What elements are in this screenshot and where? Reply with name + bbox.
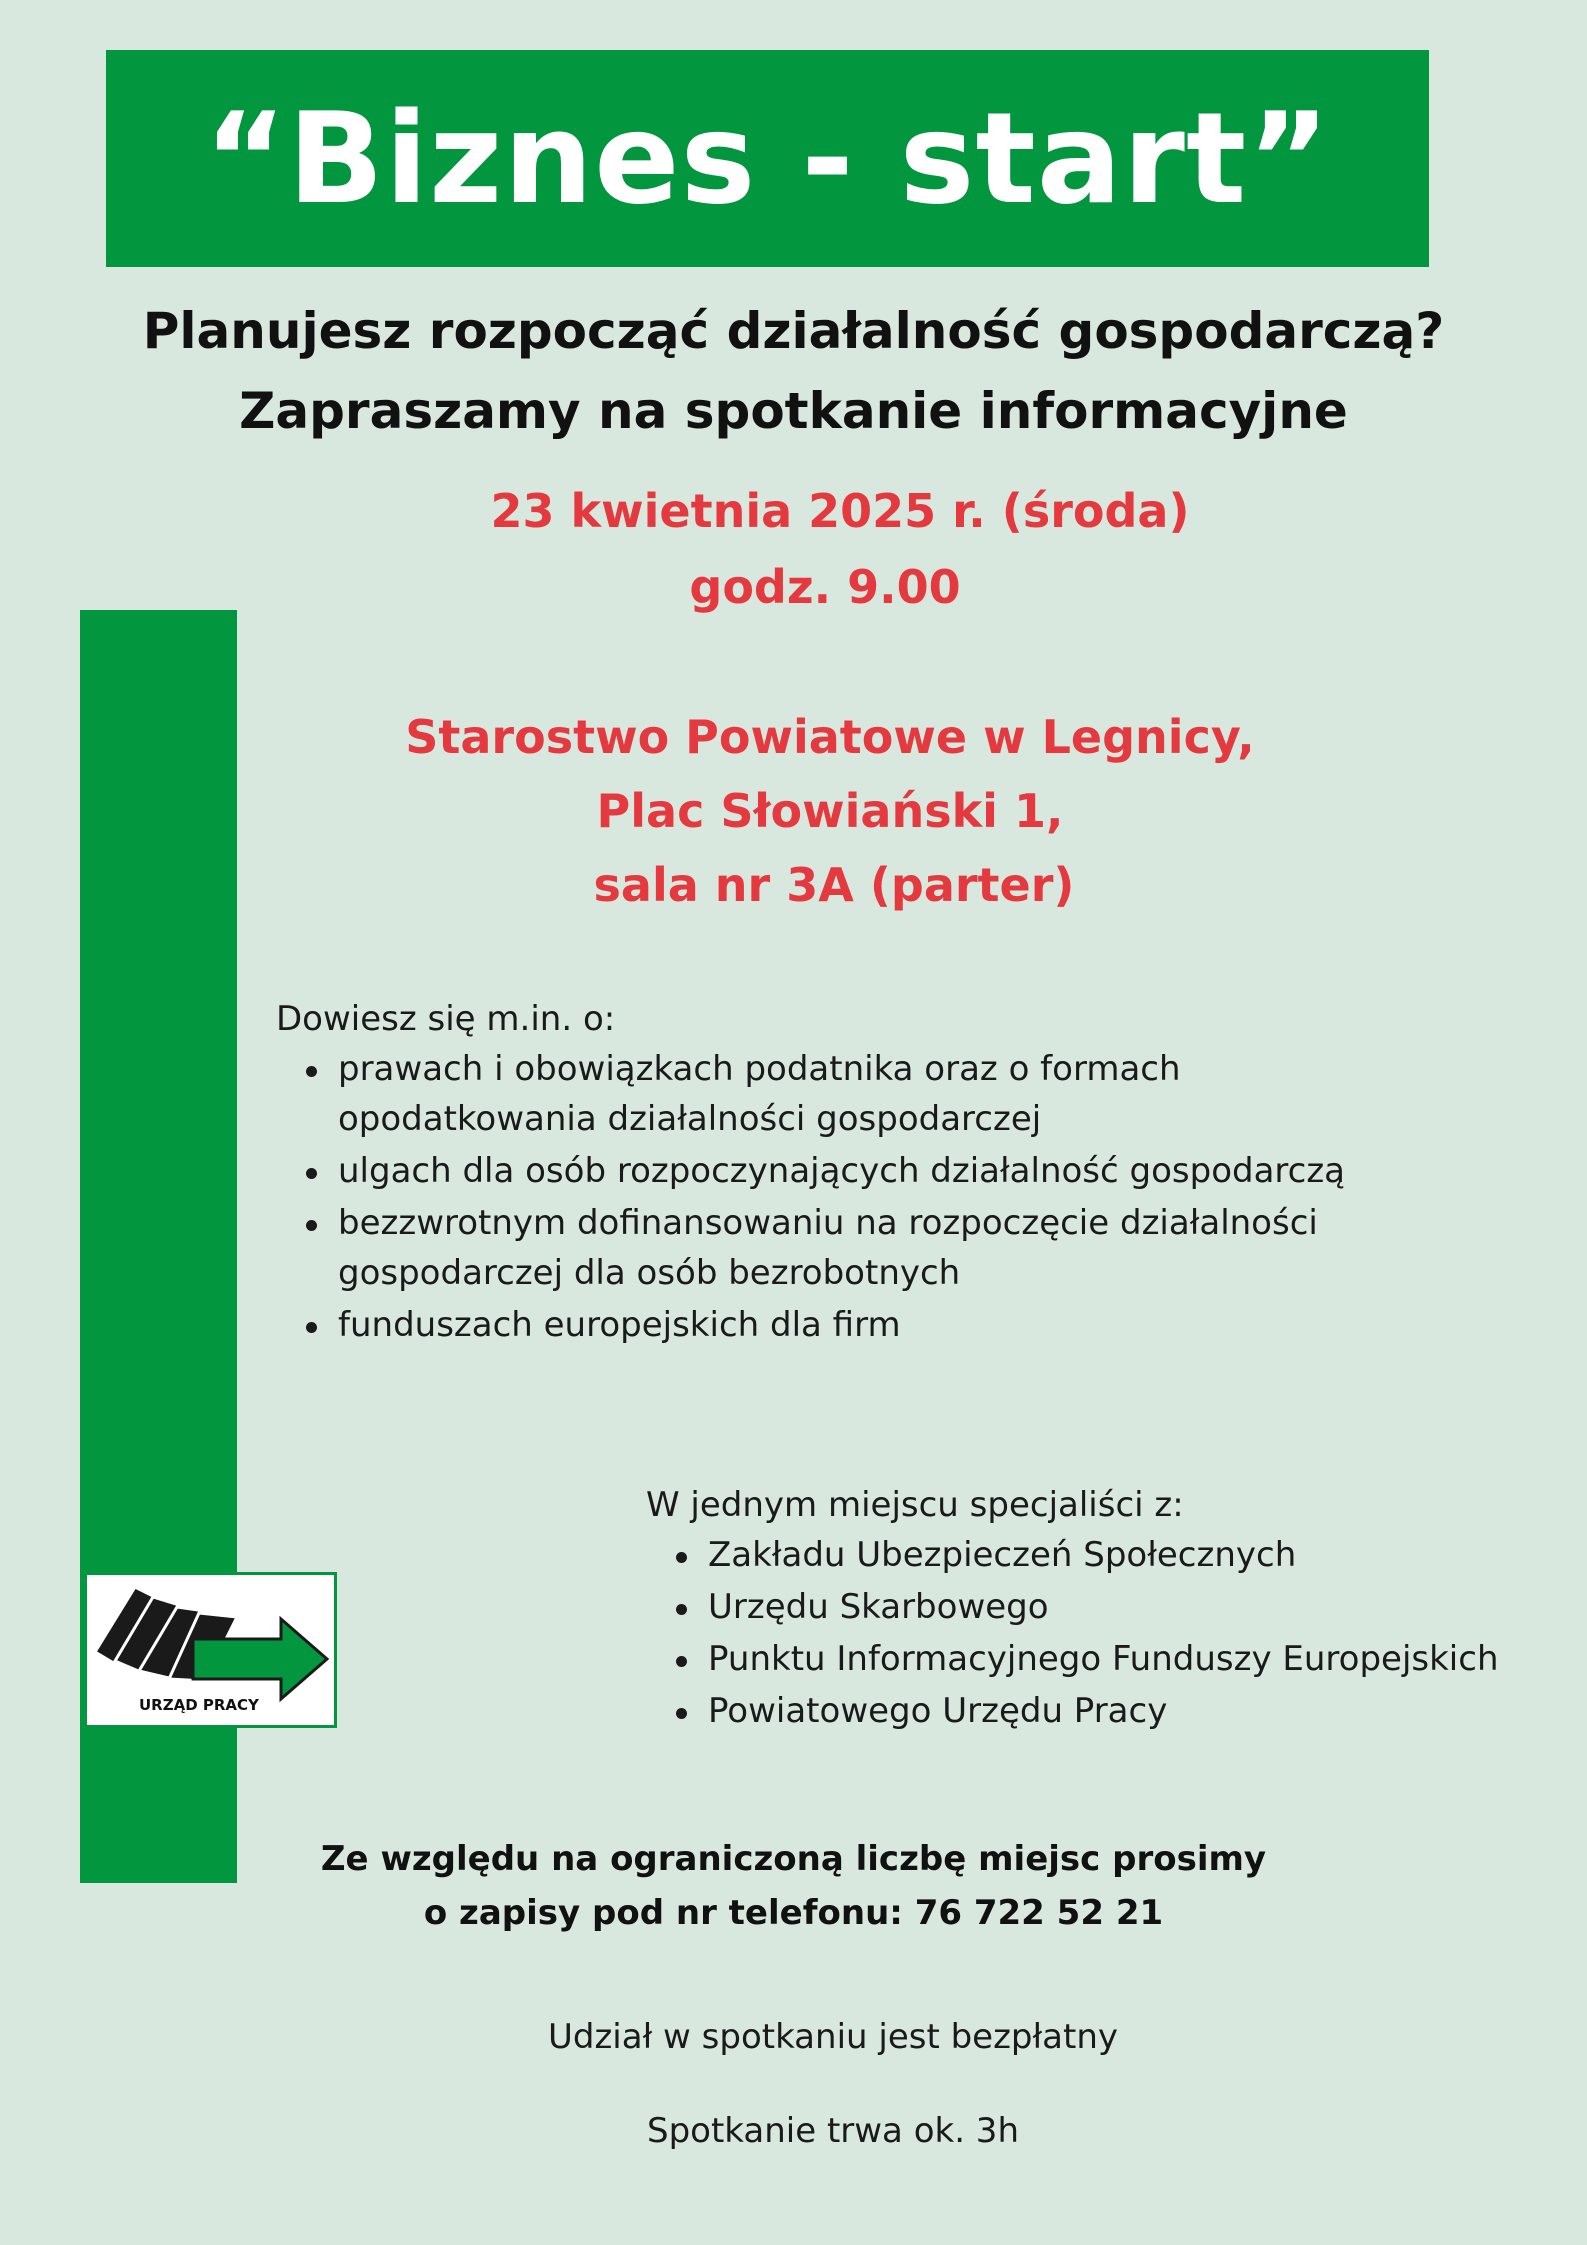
- list-item-text: Powiatowego Urzędu Pracy: [708, 1691, 1168, 1731]
- location-address: Plac Słowiański 1,: [596, 784, 1064, 838]
- list-item: [276, 1049, 1345, 1139]
- title-banner: [106, 50, 1429, 267]
- bullet-icon: [676, 1708, 687, 1719]
- page-title: “Biznes - start”: [204, 84, 1331, 232]
- headline-question: Planujesz rozpocząć działalność gospodarczą?: [142, 302, 1445, 360]
- list-item-text: prawach i obowiązkach podatnika oraz o formach: [338, 1049, 1181, 1089]
- list-item: [276, 1151, 1346, 1191]
- list-item-text: gospodarczej dla osób bezrobotnych: [338, 1253, 961, 1293]
- location-room: sala nr 3A (parter): [593, 858, 1075, 912]
- event-time: godz. 9.00: [689, 560, 961, 614]
- registration-note: Ze względu na ograniczoną liczbę miejsc prosimy: [320, 1839, 1267, 1879]
- list-item-text: funduszach europejskich dla firm: [338, 1305, 901, 1345]
- bullet-icon: [306, 1168, 317, 1179]
- topics-section: [276, 999, 1346, 1345]
- specialists-section: [646, 1485, 1499, 1731]
- event-date: 23 kwietnia 2025 r. (środa): [490, 484, 1190, 538]
- bullet-icon: [676, 1552, 687, 1563]
- list-item: [276, 1305, 1345, 1345]
- registration-phone: o zapisy pod nr telefonu: 76 722 52 21: [423, 1893, 1164, 1933]
- topics-list: [276, 1049, 1346, 1345]
- bullet-icon: [676, 1656, 687, 1667]
- free-participation-note: Udział w spotkaniu jest bezpłatny: [547, 2017, 1119, 2057]
- topics-intro: Dowiesz się m.in. o:: [276, 999, 616, 1039]
- headline-invitation: Zapraszamy na spotkanie informacyjne: [239, 382, 1348, 440]
- duration-note: Spotkanie trwa ok. 3h: [647, 2111, 1019, 2151]
- list-item-text: Punktu Informacyjnego Funduszy Europejskich: [708, 1639, 1499, 1679]
- location-venue: Starostwo Powiatowe w Legnicy,: [405, 710, 1255, 764]
- list-item: [646, 1587, 1499, 1627]
- bullet-icon: [306, 1066, 317, 1077]
- specialists-list: [646, 1535, 1499, 1731]
- list-item-text: Urzędu Skarbowego: [708, 1587, 1049, 1627]
- list-item-text: ulgach dla osób rozpoczynających działalność gospodarczą: [338, 1151, 1346, 1191]
- bullet-icon: [306, 1220, 317, 1231]
- specialists-intro: W jednym miejscu specjaliści z:: [646, 1485, 1184, 1525]
- logo-label: URZĄD PRACY: [139, 1696, 259, 1714]
- bullet-icon: [306, 1322, 317, 1333]
- list-item-text: bezzwrotnym dofinansowaniu na rozpoczęcie działalności: [338, 1203, 1318, 1243]
- list-item-text: Zakładu Ubezpieczeń Społecznych: [708, 1535, 1297, 1575]
- list-item: [646, 1535, 1499, 1575]
- list-item: [646, 1639, 1499, 1679]
- list-item-text: opodatkowania działalności gospodarczej: [338, 1099, 1042, 1139]
- list-item: [646, 1691, 1499, 1731]
- urzad-pracy-logo: [84, 1572, 337, 1728]
- list-item: [276, 1203, 1345, 1293]
- bullet-icon: [676, 1604, 687, 1615]
